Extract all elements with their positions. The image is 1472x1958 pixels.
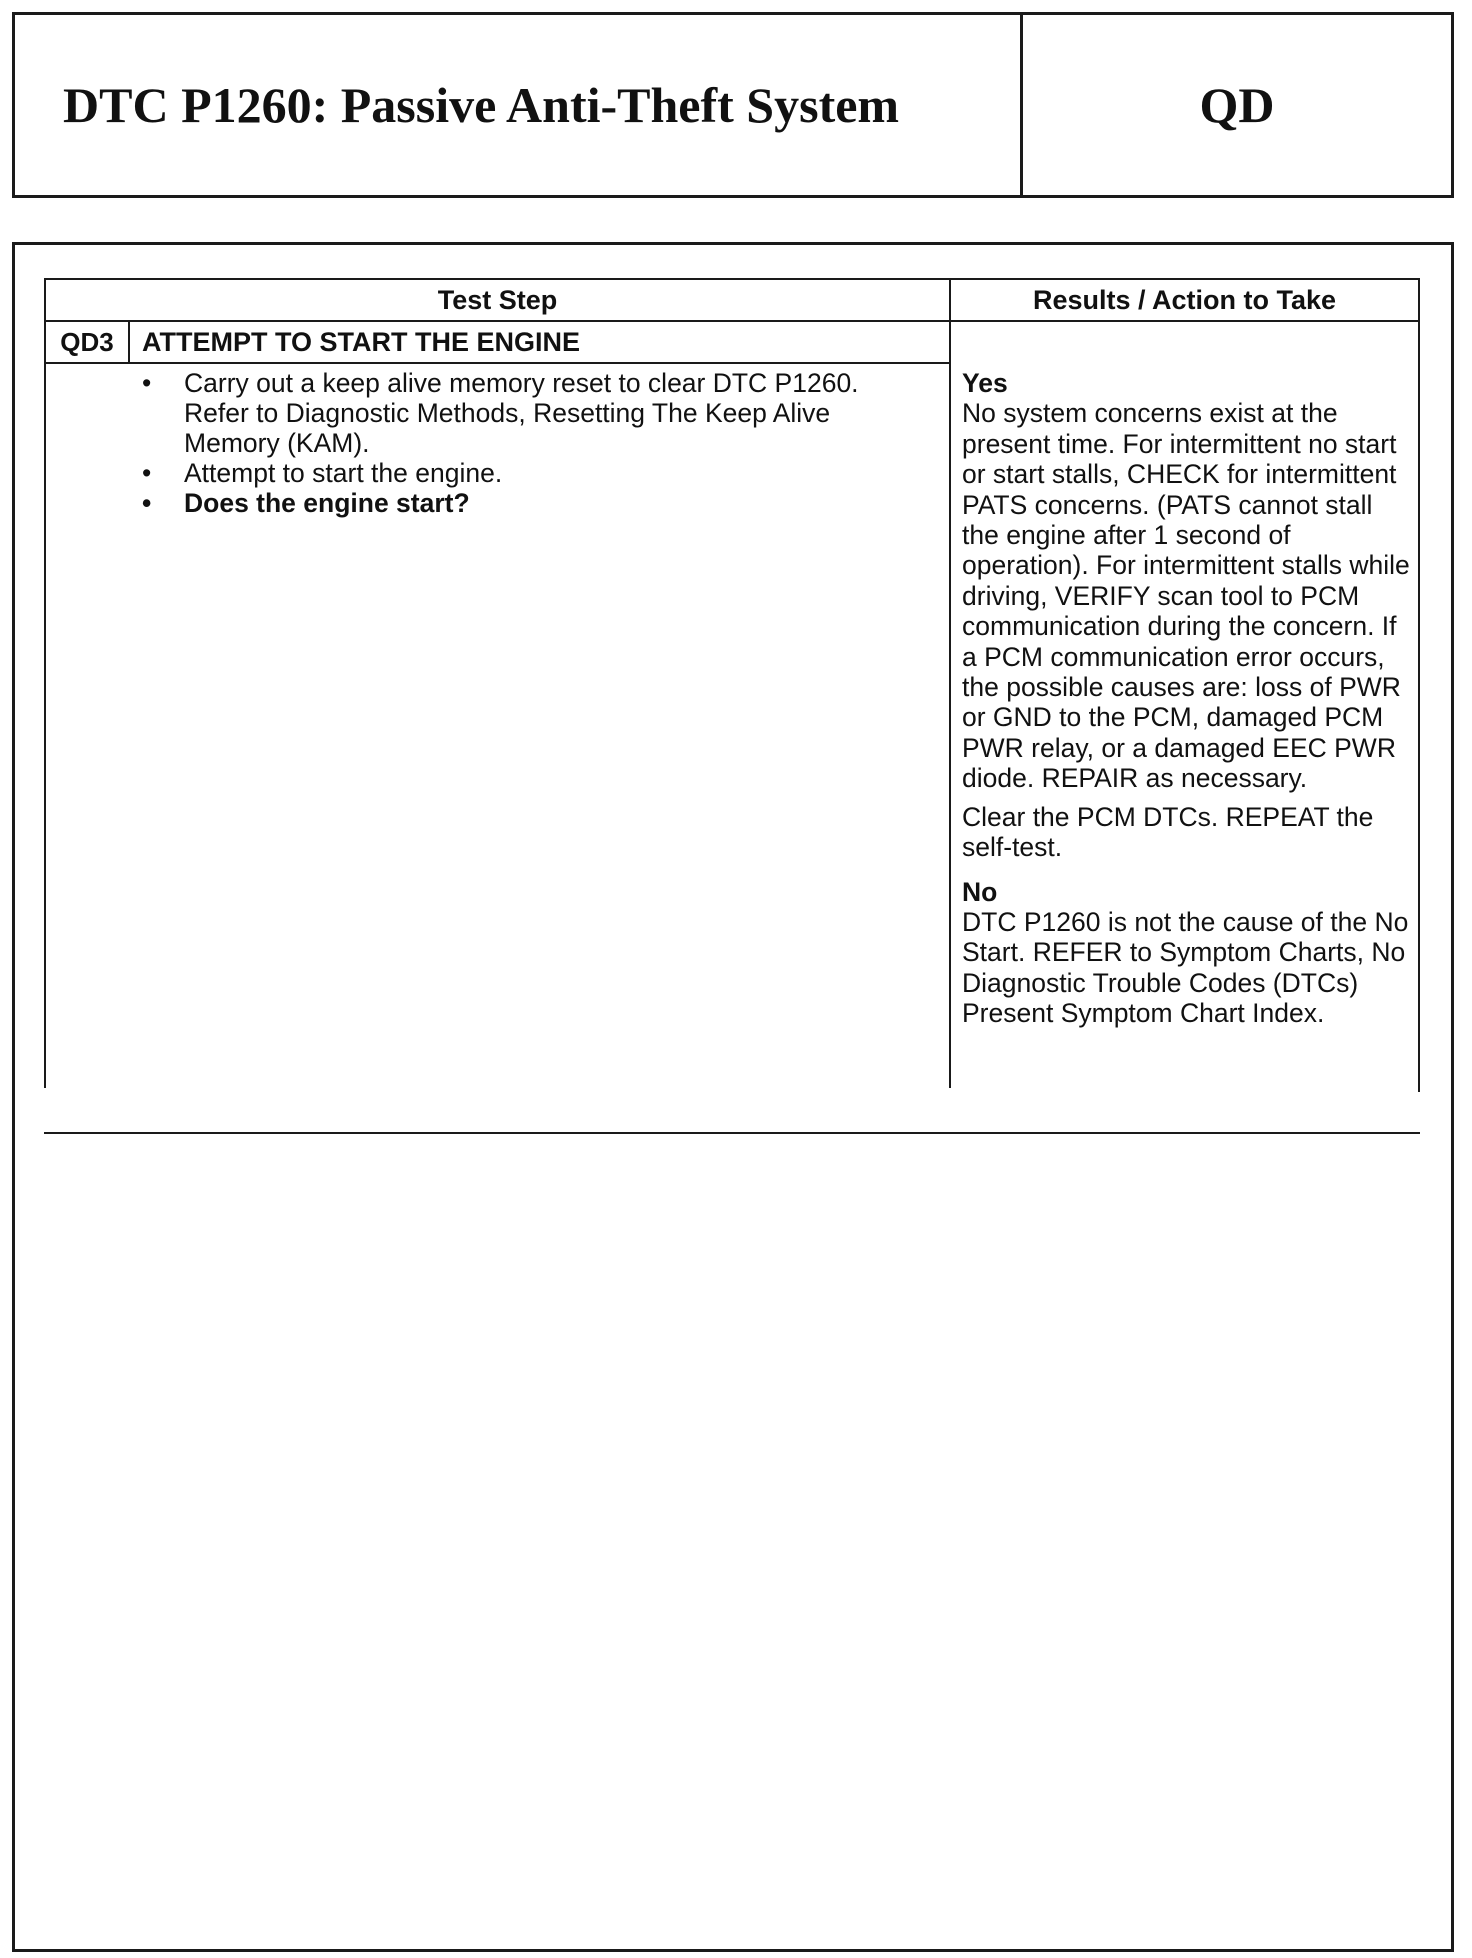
section-code: QD xyxy=(1199,77,1275,133)
result-no-label: No xyxy=(962,876,998,907)
result-no-text: DTC P1260 is not the cause of the No Start. REFER to Symptom Charts, No Diagnostic Trouble Codes (DTCs) Present Symptom Chart Index. xyxy=(962,906,1409,1029)
table-bottom-rule xyxy=(44,1132,1420,1134)
column-divider-rule xyxy=(949,278,951,1088)
table-right-rule xyxy=(1418,278,1420,1092)
result-yes-text: No system concerns exist at the present time. For intermittent no start or start stalls, CHECK for intermittent PATS concerns. (PATS cannot stall the engine after 1 second of operation). For intermittent stalls while driving, VERIFY scan tool to PCM communication during the concern. If a PCM communication error occurs, the possible causes are: loss of PWR or GND to the PCM, damaged PCM PWR relay, or a damaged EEC PWR diode. REPAIR as necessary. xyxy=(962,398,1410,794)
step-id-rule xyxy=(128,320,130,362)
page-title: DTC P1260: Passive Anti-Theft System xyxy=(63,77,900,133)
column-header-results: Results / Action to Take xyxy=(1032,285,1337,315)
results-cell xyxy=(962,368,1414,1029)
step-instructions xyxy=(140,368,920,518)
result-yes-followup: Clear the PCM DTCs. REPEAT the self-test. xyxy=(962,801,1374,863)
instruction-item: • Carry out a keep alive memory reset to clear DTC P1260. Refer to Diagnostic Methods, Resetting The Keep Alive Memory (KAM). xyxy=(140,368,920,458)
column-header-test-step: Test Step xyxy=(437,285,558,315)
result-yes-label: Yes xyxy=(962,368,1008,398)
step-title-rule xyxy=(44,362,950,364)
step-id: QD3 xyxy=(60,327,114,357)
step-title: ATTEMPT TO START THE ENGINE xyxy=(142,327,580,357)
instruction-question: • Does the engine start? xyxy=(140,488,920,518)
instruction-item: • Attempt to start the engine. xyxy=(140,458,920,488)
table-left-rule xyxy=(44,278,46,1088)
